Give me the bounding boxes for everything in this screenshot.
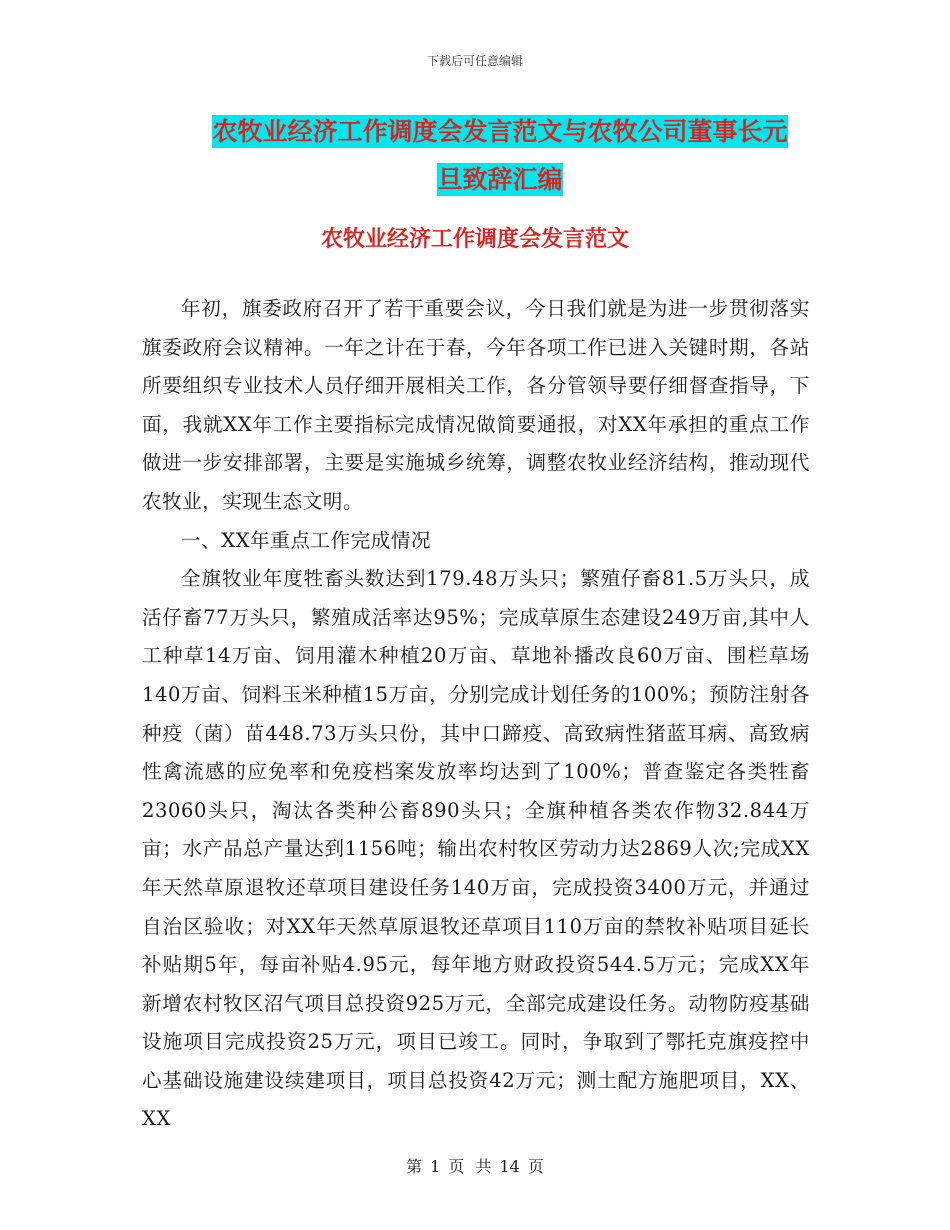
document-title-line-2: 旦致辞汇编 bbox=[437, 165, 563, 194]
total-pages: 14 bbox=[499, 1157, 520, 1176]
body-text bbox=[142, 290, 810, 1139]
footer-prefix: 第 bbox=[406, 1157, 423, 1176]
footer-middle: 页 共 bbox=[448, 1157, 492, 1176]
paragraph-achievements: 全旗牧业年度牲畜头数达到179.48万头只；繁殖仔畜81.5万头只，成活仔畜77万头只，繁殖成活率达95%；完成草原生态建设249万亩,其中人工种草14万亩、饲用灌木种植20万亩、草地补播改良60万亩、围栏草场140万亩、饲料玉米种植15万亩，分别完成计划任务的100%；预防注射各种疫（菌）苗448.73万头只份，其中口蹄疫、高致病性猪蓝耳病、高致病性禽流感的应免率和免疫档案发放率均达到了100%；普查鉴定各类牲畜23060头只，淘汰各类种公畜890头只；全旗种植各类农作物32.844万亩；水产品总产量达到1156吨；输出农村牧区劳动力达2869人次;完成XX年天然草原退牧还草项目建设任务140万亩，完成投资3400万元，并通过自治区验收；对XX年天然草原退牧还草项目110万亩的禁牧补贴项目延长补贴期5年，每亩补贴4.95元，每年地方财政投资544.5万元；完成XX年新增农村牧区沼气项目总投资925万元，全部完成建设任务。动物防疫基础设施项目完成投资25万元，项目已竣工。同时，争取到了鄂托克旗疫控中心基础设施建设续建项目，项目总投资42万元；测土配方施肥项目，XX、XX bbox=[142, 567, 810, 1131]
header-note: 下载后可任意编辑 bbox=[426, 54, 523, 68]
paragraph-heading: 一、XX年重点工作完成情况 bbox=[181, 528, 432, 552]
document-title bbox=[150, 108, 850, 204]
footer-suffix: 页 bbox=[527, 1157, 544, 1176]
page-number: 1 bbox=[430, 1157, 441, 1176]
page-footer bbox=[0, 1154, 950, 1177]
section-title: 农牧业经济工作调度会发言范文 bbox=[320, 226, 629, 252]
paragraph-intro: 年初，旗委政府召开了若干重要会议，今日我们就是为进一步贯彻落实旗委政府会议精神。一年之计在于春，今年各项工作已进入关键时期，各站所要组织专业技术人员仔细开展相关工作，各分管领导要仔细督查指导，下面，我就XX年工作主要指标完成情况做简要通报，对XX年承担的重点工作做进一步安排部署，主要是实施城乡统筹，调整农牧业经济结构，推动现代农牧业，实现生态文明。 bbox=[142, 297, 810, 513]
document-title-line-1: 农牧业经济工作调度会发言范文与农牧公司董事长元 bbox=[212, 117, 788, 146]
